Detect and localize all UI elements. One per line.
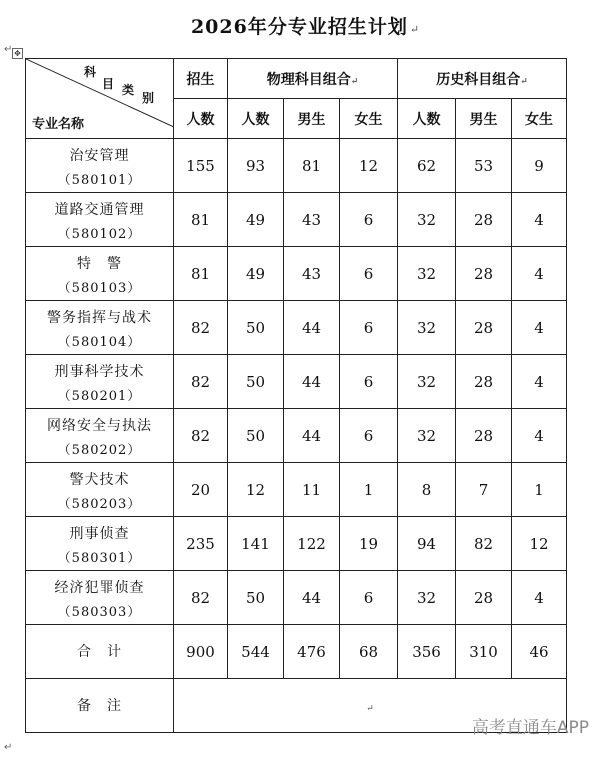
cell-history-male: 28 [456,301,512,355]
cell-physics-female: 6 [340,301,398,355]
cell-physics-male: 43 [284,247,340,301]
cell-physics-female: 6 [340,409,398,463]
header-enroll-bottom: 人数 [174,99,228,139]
remark-label: 备 注 [26,679,174,733]
cell-physics-male: 122 [284,517,340,571]
cell-total: 82 [174,301,228,355]
header-history-count: 人数 [398,99,456,139]
total-history-female: 46 [512,625,567,679]
major-code: （580303） [57,605,142,620]
paragraph-mark: ↵ [350,76,359,87]
cell-history-male: 53 [456,139,512,193]
total-row [26,625,567,679]
major-code: （580102） [57,227,142,242]
major-cell [26,301,174,355]
cell-physics-count: 93 [228,139,284,193]
major-cell [26,247,174,301]
cell-physics-female: 12 [340,139,398,193]
header-physics-female: 女生 [340,99,398,139]
cell-history-count: 8 [398,463,456,517]
total-history-male: 310 [456,625,512,679]
cell-physics-count: 49 [228,247,284,301]
total-history-count: 356 [398,625,456,679]
cell-history-female: 4 [512,301,567,355]
major-code: （580104） [57,335,142,350]
total-physics-count: 544 [228,625,284,679]
major-code: （580101） [57,173,142,188]
header-history-group [398,59,567,99]
table-row [26,301,567,355]
header-history-male: 男生 [456,99,512,139]
major-cell [26,571,174,625]
major-cell [26,139,174,193]
table-row [26,409,567,463]
cell-total: 235 [174,517,228,571]
cell-physics-female: 19 [340,517,398,571]
cell-physics-count: 50 [228,355,284,409]
cell-physics-female: 6 [340,571,398,625]
enrollment-table [25,58,567,733]
cell-history-female: 4 [512,409,567,463]
major-cell [26,193,174,247]
cell-history-count: 32 [398,571,456,625]
corner-category-a: 类 [122,83,135,97]
cell-history-female: 9 [512,139,567,193]
corner-subject: 科 [84,65,97,79]
cell-history-male: 28 [456,355,512,409]
cell-physics-male: 44 [284,409,340,463]
cell-history-female: 4 [512,247,567,301]
major-code: （580203） [57,497,142,512]
cell-physics-female: 6 [340,355,398,409]
cell-physics-female: 1 [340,463,398,517]
total-total: 900 [174,625,228,679]
major-code: （580103） [57,281,142,296]
page-title [0,12,611,39]
table-row [26,193,567,247]
cell-history-male: 28 [456,571,512,625]
cell-history-male: 28 [456,247,512,301]
paragraph-mark: ↵ [4,44,13,55]
major-name: 警务指挥与战术 [47,310,152,326]
cell-physics-female: 6 [340,247,398,301]
cell-history-count: 94 [398,517,456,571]
major-cell [26,517,174,571]
cell-history-count: 32 [398,355,456,409]
cell-history-female: 1 [512,463,567,517]
total-physics-male: 476 [284,625,340,679]
cell-physics-male: 43 [284,193,340,247]
major-code: （580301） [57,551,142,566]
cell-physics-count: 12 [228,463,284,517]
paragraph-mark: ↵ [520,76,528,87]
header-enroll-top: 招生 [174,59,228,99]
cell-physics-count: 50 [228,571,284,625]
major-name: 特 警 [77,256,122,272]
cell-physics-count: 50 [228,409,284,463]
major-code: （580202） [57,443,142,458]
cell-physics-male: 81 [284,139,340,193]
paragraph-mark: ↵ [366,703,374,714]
cell-physics-count: 50 [228,301,284,355]
major-cell [26,409,174,463]
cell-history-female: 4 [512,571,567,625]
table-row [26,139,567,193]
major-name: 治安管理 [69,148,130,164]
header-physics-count: 人数 [228,99,284,139]
total-physics-female: 68 [340,625,398,679]
table-row [26,247,567,301]
header-physics-group [228,59,398,99]
cell-history-male: 28 [456,409,512,463]
title-text: 2026年分专业招生计划 [190,16,408,38]
major-cell [26,355,174,409]
cell-history-count: 62 [398,139,456,193]
cell-total: 155 [174,139,228,193]
cell-history-female: 4 [512,355,567,409]
cell-total: 81 [174,193,228,247]
major-name: 刑事科学技术 [54,364,145,380]
table-row [26,517,567,571]
corner-mu: 目 [102,77,115,91]
header-physics-male: 男生 [284,99,340,139]
cell-history-male: 28 [456,193,512,247]
major-name: 经济犯罪侦查 [54,580,145,596]
major-name: 网络安全与执法 [47,418,152,434]
major-name: 道路交通管理 [54,202,145,218]
corner-category-b: 别 [142,91,155,105]
total-label: 合 计 [26,625,174,679]
cell-history-female: 12 [512,517,567,571]
cell-physics-male: 44 [284,301,340,355]
move-cross-icon[interactable]: ✥ [12,48,23,59]
cell-history-female: 4 [512,193,567,247]
major-cell [26,463,174,517]
table-body [26,139,567,625]
table-row [26,463,567,517]
history-group-label: 历史科目组合 [436,71,521,88]
watermark: 高考直通车APP [471,718,589,738]
major-code: （580201） [57,389,142,404]
cell-physics-male: 44 [284,571,340,625]
cell-physics-male: 44 [284,355,340,409]
corner-major-name: 专业名称 [32,117,85,132]
major-name: 警犬技术 [69,472,130,488]
major-name: 刑事侦查 [69,526,130,542]
cell-history-count: 32 [398,247,456,301]
paragraph-mark: ↵ [4,742,13,753]
table-row [26,355,567,409]
header-corner-cell [26,59,174,139]
cell-total: 81 [174,247,228,301]
cell-physics-count: 49 [228,193,284,247]
cell-total: 82 [174,355,228,409]
cell-total: 82 [174,571,228,625]
cell-total: 20 [174,463,228,517]
cell-physics-female: 6 [340,193,398,247]
cell-history-count: 32 [398,301,456,355]
cell-history-male: 82 [456,517,512,571]
cell-total: 82 [174,409,228,463]
header-history-female: 女生 [512,99,567,139]
paragraph-mark: ↵ [409,23,421,36]
table-row [26,571,567,625]
cell-history-count: 32 [398,409,456,463]
cell-physics-count: 141 [228,517,284,571]
physics-group-label: 物理科目组合 [266,71,351,88]
cell-physics-male: 11 [284,463,340,517]
cell-history-male: 7 [456,463,512,517]
cell-history-count: 32 [398,193,456,247]
